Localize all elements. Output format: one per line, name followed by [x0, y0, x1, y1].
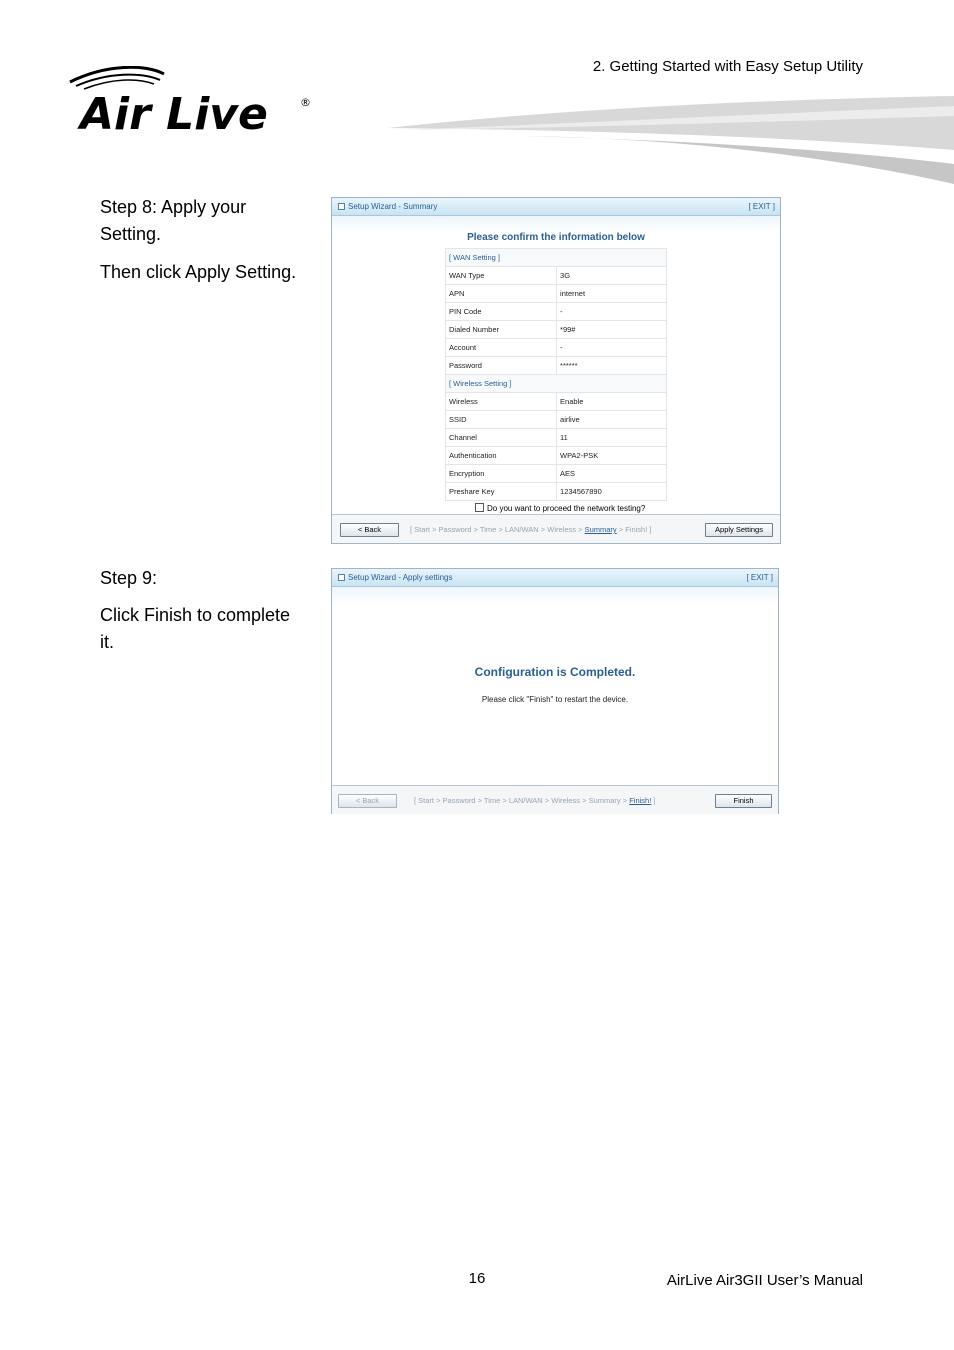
table-row: SSID airlive: [446, 411, 667, 429]
crumb-current[interactable]: Finish!: [629, 796, 652, 805]
apply-titlebar: [332, 569, 778, 587]
wireless-section-header: [ Wireless Setting ]: [446, 375, 667, 393]
table-row: Dialed Number *99#: [446, 321, 667, 339]
summary-window-title: Setup Wizard - Summary: [348, 202, 438, 211]
step-9-text: [100, 565, 290, 656]
apply-footer: [332, 785, 778, 814]
summary-table: [445, 248, 667, 501]
step-8-line-2: Setting.: [100, 224, 162, 244]
step-9-note-line-1: Click Finish to complete: [100, 605, 291, 625]
table-row: Encryption AES: [446, 465, 667, 483]
step-8-note: Then click Apply Setting.: [100, 262, 297, 282]
exit-link[interactable]: [ EXIT ]: [746, 573, 773, 582]
table-row: APN internet: [446, 285, 667, 303]
apply-settings-button[interactable]: Apply Settings: [705, 523, 773, 537]
step-8-line-1: Step 8: Apply your: [100, 197, 247, 217]
airlive-logo: [66, 66, 316, 136]
step-8-text: [100, 194, 296, 286]
finish-button[interactable]: Finish: [715, 794, 772, 808]
exit-link[interactable]: [ EXIT ]: [748, 202, 775, 211]
completed-heading: Configuration is Completed.: [474, 665, 636, 679]
header-swoosh: [380, 92, 954, 192]
page-number: 16: [468, 1270, 486, 1287]
summary-window: [331, 197, 781, 544]
table-row: Channel 11: [446, 429, 667, 447]
manual-title: AirLive Air3GII User’s Manual: [666, 1272, 863, 1289]
table-row: Wireless Enable: [446, 393, 667, 411]
table-row: WAN Type 3G: [446, 267, 667, 285]
registered-mark: ®: [300, 96, 311, 109]
step-9-note-line-2: it.: [100, 632, 115, 652]
logo-text: Air Live: [80, 89, 268, 136]
wizard-breadcrumb: [ Start > Password > Time > LAN/WAN > Wireless > Summary > Finish! ]: [414, 796, 656, 805]
apply-window-title: Setup Wizard - Apply settings: [348, 573, 453, 582]
checkbox-icon[interactable]: [475, 503, 484, 512]
crumb-current[interactable]: Summary: [584, 525, 617, 534]
summary-titlebar: [332, 198, 780, 216]
step-9-line-1: Step 9:: [100, 568, 158, 588]
network-test-label: Do you want to proceed the network testing?: [487, 504, 646, 513]
wan-section-header: [ WAN Setting ]: [446, 249, 667, 267]
chapter-title: 2. Getting Started with Easy Setup Utility: [592, 58, 863, 75]
apply-window: [331, 568, 779, 814]
network-test-checkbox[interactable]: [475, 503, 645, 513]
summary-footer: [332, 514, 780, 543]
completed-message: Please click "Finish" to restart the device.: [481, 695, 629, 704]
wizard-breadcrumb: [ Start > Password > Time > LAN/WAN > Wireless > Summary > Finish! ]: [410, 525, 652, 534]
window-icon: [338, 203, 345, 210]
window-icon: [338, 574, 345, 581]
confirm-heading: Please confirm the information below: [467, 232, 645, 243]
table-row: Authentication WPA2-PSK: [446, 447, 667, 465]
back-button[interactable]: < Back: [338, 794, 397, 808]
table-row: Preshare Key 1234567890: [446, 483, 667, 501]
back-button[interactable]: < Back: [340, 523, 399, 537]
table-row: PIN Code -: [446, 303, 667, 321]
table-row: Account -: [446, 339, 667, 357]
table-row: Password ******: [446, 357, 667, 375]
